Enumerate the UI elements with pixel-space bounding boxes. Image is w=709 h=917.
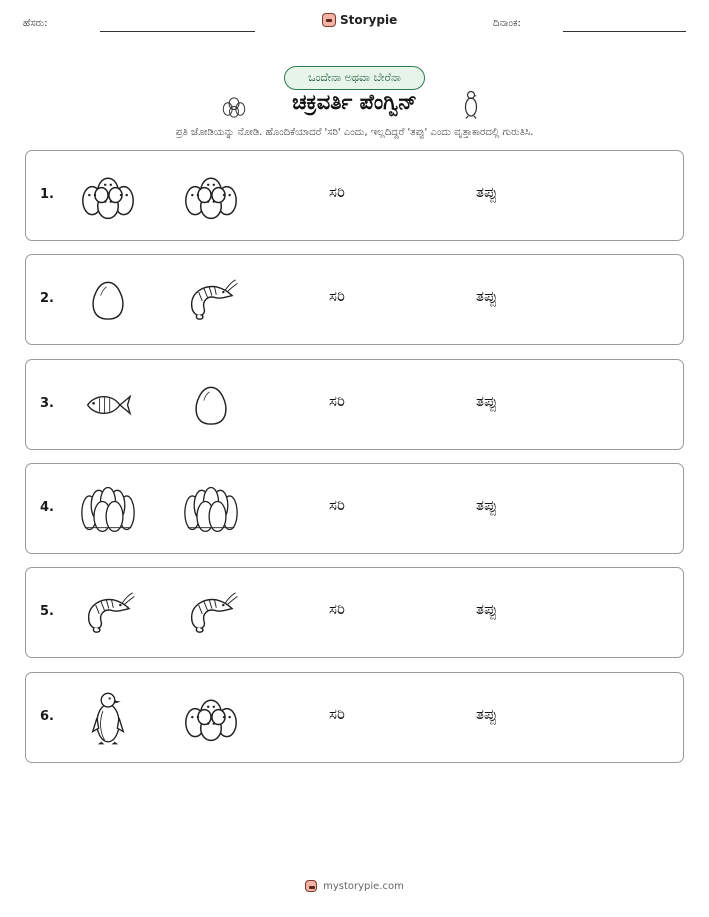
question-number: 6. — [40, 708, 54, 724]
question-row — [25, 463, 684, 554]
false-option[interactable]: ತಪ್ಪು — [476, 704, 498, 723]
question-row — [25, 567, 684, 658]
name-label: ಹೆಸರು: — [23, 18, 48, 29]
question-row — [25, 150, 684, 241]
true-option[interactable]: ಸರಿ — [329, 495, 345, 514]
page-title: ಚಕ್ರವರ್ತಿ ಪೆಂಗ್ವಿನ್ — [292, 90, 417, 114]
question-number: 2. — [40, 291, 54, 307]
brand-name: Storypie — [340, 13, 398, 27]
brand-logo — [322, 13, 397, 27]
date-line[interactable] — [563, 31, 686, 32]
shrimp-icon — [181, 584, 241, 642]
egg-icon — [181, 376, 241, 434]
true-option[interactable]: ಸರಿ — [329, 183, 345, 201]
penguin-icon — [460, 90, 482, 120]
penguin-icon — [78, 689, 138, 747]
footer — [0, 880, 709, 892]
instructions: ಪ್ರತಿ ಜೋಡಿಯನ್ನು ನೋಡಿ. ಹೊಂದಿಕೆಯಾದರೆ 'ಸರಿ' ಎಂದು, ಇಲ್ಲದಿದ್ದರೆ 'ತಪ್ಪು' ಎಂದು ವೃತ್ತಾಕಾರದಲ್ಲಿ ಗುರುತಿಸಿ. — [175, 127, 534, 138]
false-option[interactable]: ತಪ್ಪು — [476, 495, 498, 514]
penguin-group-icon — [78, 167, 138, 225]
storypie-logo-icon — [305, 880, 317, 892]
true-option[interactable]: ಸರಿ — [329, 600, 345, 619]
true-option[interactable]: ಸರಿ — [329, 287, 345, 306]
penguin-huddle-icon — [78, 480, 138, 538]
question-row — [25, 254, 684, 345]
true-option[interactable]: ಸರಿ — [329, 391, 345, 410]
penguin-group-icon — [181, 689, 241, 747]
footer-site: mystorypie.com — [323, 880, 404, 892]
question-number: 3. — [40, 395, 54, 411]
false-option[interactable]: ತಪ್ಪು — [476, 600, 498, 619]
true-option[interactable]: ಸರಿ — [329, 704, 345, 723]
penguin-huddle-icon — [181, 480, 241, 538]
false-option[interactable]: ತಪ್ಪು — [476, 391, 498, 410]
worksheet-type-badge: ಒಂದೇನಾ ಅಥವಾ ಬೇರೆನಾ — [284, 66, 425, 90]
shrimp-icon — [78, 584, 138, 642]
fish-icon — [78, 376, 138, 434]
question-row — [25, 359, 684, 450]
false-option[interactable]: ತಪ್ಪು — [476, 183, 498, 201]
shrimp-icon — [181, 271, 241, 329]
storypie-logo-icon — [322, 13, 336, 27]
egg-icon — [78, 271, 138, 329]
question-number: 1. — [40, 187, 54, 202]
question-number: 5. — [40, 604, 54, 620]
question-row — [25, 672, 684, 763]
date-label: ದಿನಾಂಕ: — [493, 18, 521, 29]
false-option[interactable]: ತಪ್ಪು — [476, 287, 498, 306]
penguin-group-icon — [181, 167, 241, 225]
name-line[interactable] — [100, 31, 255, 32]
question-number: 4. — [40, 499, 54, 515]
